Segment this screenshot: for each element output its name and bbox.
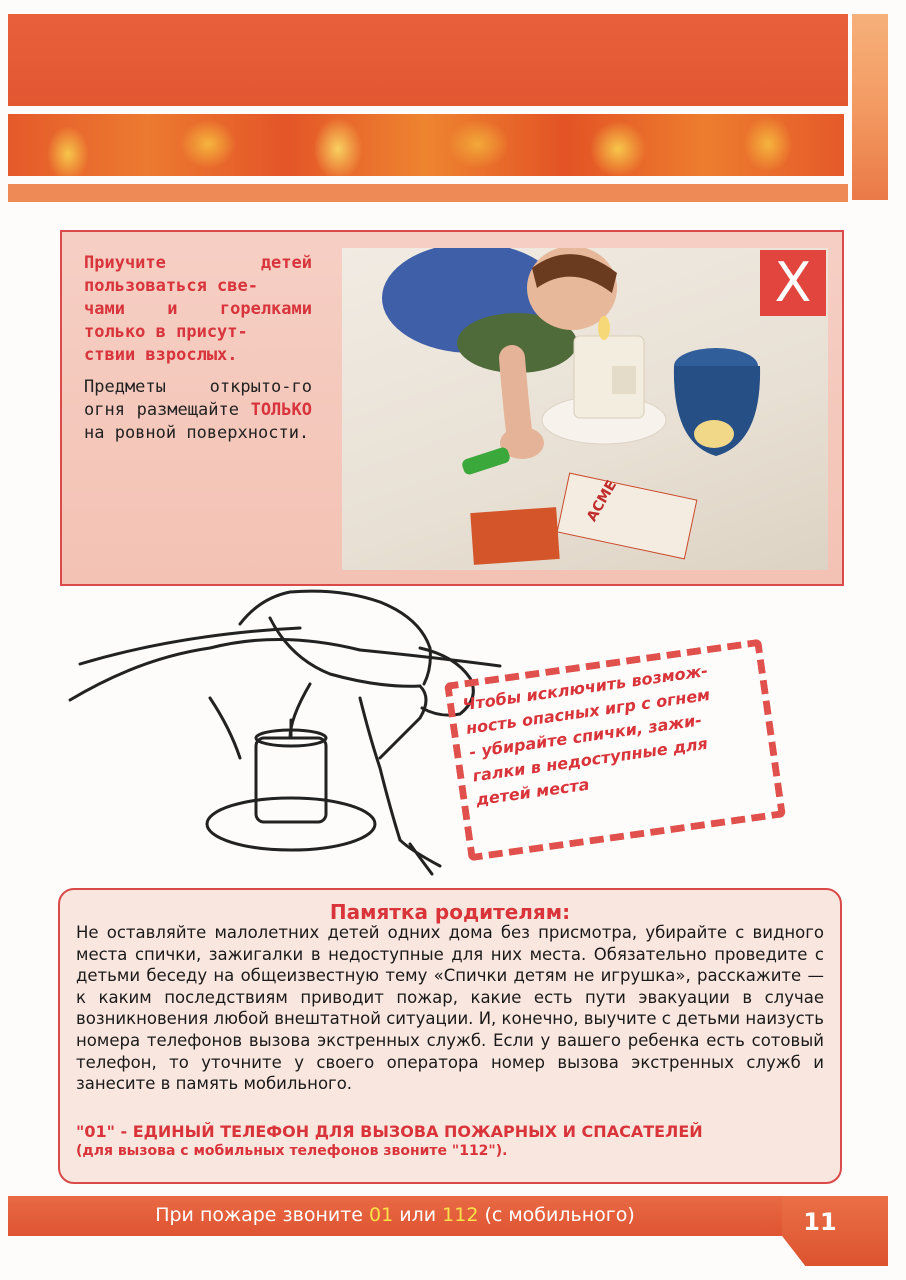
- advice-heading: Приучите детей пользоваться све- чами и горелками только в присут- ствии взрослых.: [84, 253, 312, 365]
- footer-number-01: 01: [369, 1204, 394, 1226]
- memo-phone-line: "01" - ЕДИНЫЙ ТЕЛЕФОН ДЛЯ ВЫЗОВА ПОЖАРНЫХ И СПАСАТЕЛЕЙ: [76, 1122, 703, 1141]
- memo-mobile-line: (для вызова с мобильных телефонов звоните "112").: [76, 1143, 508, 1159]
- memo-title: Памятка родителям:: [329, 900, 571, 924]
- advice-emphasis: ТОЛЬКО: [250, 400, 312, 420]
- header-band: [8, 14, 848, 106]
- header-flames-image: [8, 114, 844, 176]
- footer-call-text: При пожаре звоните 01 или 112 (с мобильного): [155, 1204, 635, 1226]
- memo-body: Не оставляйте малолетних детей одних дома без присмотра, убирайте с видного места спички, зажигалки в недоступные для них места. Обязательно проведите с детьми беседу на общеизвестную тему «Спички детям не игрушка», расскажите — к каким последствиям приводит пожар, какие есть пути эвакуации в случае возникновения любой внештатной ситуации. И, конечно, выучите с детьми наизусть номера телефонов вызова экстренных служб. Если у вашего ребенка есть сотовый телефон, то уточните у своего оператора номер вызова экстренных служб и занесите в память мобильного.: [76, 923, 824, 1094]
- page-number: 11: [803, 1208, 837, 1236]
- advice-text: Предметы открыто-го огня размещайте ТОЛЬКО на ровной поверхности.: [84, 377, 312, 443]
- matchbox-label: ACME: [583, 477, 621, 525]
- warning-stamp-text: Чтобы исключить возмож- ность опасных игр с огнем - убирайте спички, зажи- галки в недоступные для детей места: [461, 661, 712, 810]
- header-side-block: [852, 14, 888, 200]
- photo-illustration: [342, 248, 828, 570]
- header-stripe: [8, 184, 848, 202]
- footer-number-112: 112: [442, 1204, 479, 1226]
- prohibit-mark: X: [760, 250, 826, 316]
- child-candle-photo: [342, 248, 828, 570]
